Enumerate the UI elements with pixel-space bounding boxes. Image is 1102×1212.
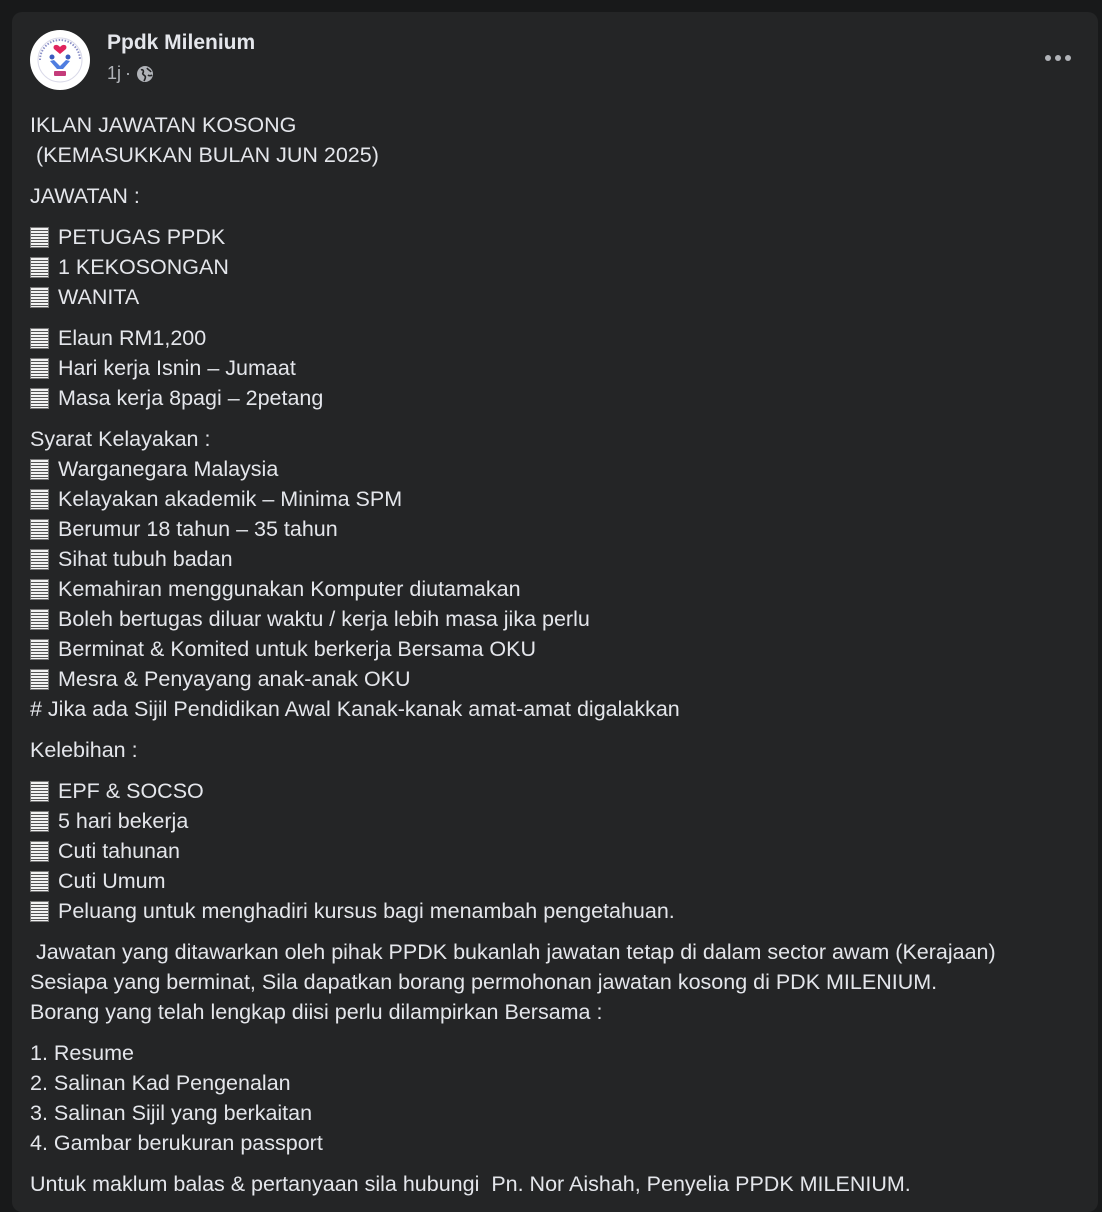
post-title-block — [30, 110, 1080, 170]
info-line: Jawatan yang ditawarkan oleh pihak PPDK bukanlah jawatan tetap di dalam sector awam (Kerajaan) — [30, 940, 996, 964]
list-item — [30, 776, 1080, 806]
list-item — [30, 383, 1080, 413]
info-block — [30, 937, 1080, 1027]
list-item — [30, 836, 1080, 866]
documents-list — [30, 1038, 1080, 1158]
list-item — [30, 896, 1080, 926]
list-item-text: Masa kerja 8pagi – 2petang — [58, 386, 324, 410]
list-bullet-icon — [30, 328, 49, 349]
list-item — [30, 484, 1080, 514]
document-item: 3. Salinan Sijil yang berkaitan — [30, 1101, 313, 1125]
list-item-text: 5 hari bekerja — [58, 809, 189, 833]
list-item-text: Cuti tahunan — [58, 839, 180, 863]
post-header — [12, 12, 1098, 102]
post-body — [30, 110, 1080, 1210]
list-item-text: Kelayakan akademik – Minima SPM — [58, 487, 403, 511]
syarat-label: Syarat Kelayakan : — [30, 427, 211, 451]
list-item — [30, 514, 1080, 544]
list-item-text: Kemahiran menggunakan Komputer diutamakan — [58, 577, 521, 601]
list-bullet-icon — [30, 549, 49, 570]
list-item — [30, 544, 1080, 574]
list-bullet-icon — [30, 841, 49, 862]
list-item — [30, 454, 1080, 484]
list-item — [30, 664, 1080, 694]
jawatan-label: JAWATAN : — [30, 184, 140, 208]
list-item — [30, 282, 1080, 312]
position-list — [30, 222, 1080, 312]
ppdk-logo-icon — [30, 30, 90, 90]
document-item: 2. Salinan Kad Pengenalan — [30, 1071, 291, 1095]
list-item — [30, 806, 1080, 836]
list-item — [30, 353, 1080, 383]
list-bullet-icon — [30, 781, 49, 802]
list-item-text: Mesra & Penyayang anak-anak OKU — [58, 667, 411, 691]
list-bullet-icon — [30, 519, 49, 540]
meta-separator: · — [125, 63, 132, 83]
jawatan-heading-block — [30, 181, 1080, 211]
info-line: Sesiapa yang berminat, Sila dapatkan borang permohonan jawatan kosong di PDK MILENIUM. — [30, 970, 938, 994]
kelebihan-list — [30, 776, 1080, 926]
list-item-text: 1 KEKOSONGAN — [58, 255, 229, 279]
terms-list — [30, 323, 1080, 413]
list-item — [30, 323, 1080, 353]
post-title: IKLAN JAWATAN KOSONG — [30, 113, 297, 137]
list-bullet-icon — [30, 811, 49, 832]
list-bullet-icon — [30, 257, 49, 278]
list-item-text: Boleh bertugas diluar waktu / kerja lebih masa jika perlu — [58, 607, 590, 631]
kelebihan-heading-block — [30, 735, 1080, 765]
list-bullet-icon — [30, 358, 49, 379]
syarat-block — [30, 424, 1080, 724]
list-bullet-icon — [30, 609, 49, 630]
list-item — [30, 574, 1080, 604]
more-horizontal-icon — [1043, 54, 1073, 62]
post-meta — [107, 63, 154, 84]
contact-block — [30, 1169, 1080, 1199]
list-bullet-icon — [30, 639, 49, 660]
list-item-text: PETUGAS PPDK — [58, 225, 226, 249]
list-item — [30, 866, 1080, 896]
list-item-text: Berumur 18 tahun – 35 tahun — [58, 517, 338, 541]
list-bullet-icon — [30, 489, 49, 510]
list-bullet-icon — [30, 901, 49, 922]
globe-icon — [136, 65, 154, 83]
document-item: 4. Gambar berukuran passport — [30, 1131, 323, 1155]
list-item-text: Hari kerja Isnin – Jumaat — [58, 356, 296, 380]
list-item — [30, 634, 1080, 664]
page-avatar[interactable] — [30, 30, 90, 90]
list-item-text: Berminat & Komited untuk berkerja Bersama OKU — [58, 637, 536, 661]
list-item-text: EPF & SOCSO — [58, 779, 204, 803]
list-item-text: Warganegara Malaysia — [58, 457, 279, 481]
list-item-text: Cuti Umum — [58, 869, 166, 893]
page-name[interactable]: Ppdk Milenium — [107, 31, 256, 54]
list-item — [30, 252, 1080, 282]
list-bullet-icon — [30, 871, 49, 892]
contact-line: Untuk maklum balas & pertanyaan sila hubungi Pn. Nor Aishah, Penyelia PPDK MILENIUM. — [30, 1172, 911, 1196]
list-bullet-icon — [30, 388, 49, 409]
post-time[interactable]: 1j — [107, 63, 122, 83]
list-bullet-icon — [30, 287, 49, 308]
list-bullet-icon — [30, 227, 49, 248]
list-bullet-icon — [30, 459, 49, 480]
kelebihan-label: Kelebihan : — [30, 738, 138, 762]
syarat-note: # Jika ada Sijil Pendidikan Awal Kanak-kanak amat-amat digalakkan — [30, 697, 680, 721]
list-item-text: Elaun RM1,200 — [58, 326, 207, 350]
post-card — [12, 12, 1098, 1212]
info-line: Borang yang telah lengkap diisi perlu dilampirkan Bersama : — [30, 1000, 603, 1024]
list-bullet-icon — [30, 579, 49, 600]
list-item — [30, 604, 1080, 634]
list-item — [30, 222, 1080, 252]
list-item-text: WANITA — [58, 285, 140, 309]
list-item-text: Peluang untuk menghadiri kursus bagi menambah pengetahuan. — [58, 899, 675, 923]
list-bullet-icon — [30, 669, 49, 690]
document-item: 1. Resume — [30, 1041, 134, 1065]
list-item-text: Sihat tubuh badan — [58, 547, 233, 571]
more-options-button[interactable] — [1040, 40, 1076, 76]
post-subtitle: (KEMASUKKAN BULAN JUN 2025) — [30, 143, 379, 167]
